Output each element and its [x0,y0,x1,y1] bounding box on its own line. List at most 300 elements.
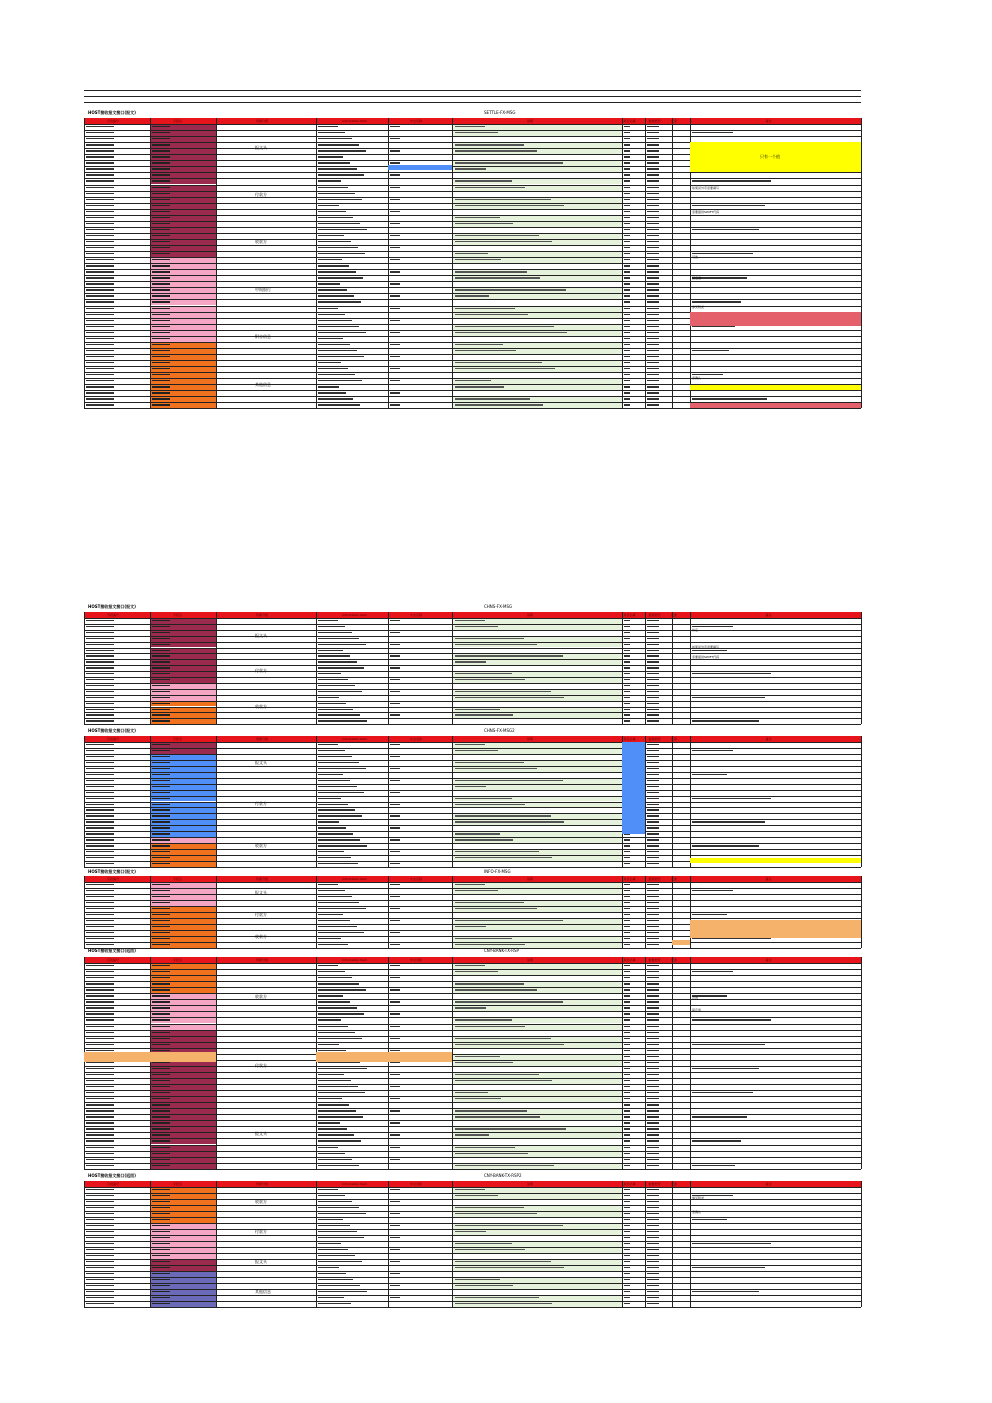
grid-line [150,612,151,724]
field-code-text [86,661,114,662]
field-name-text [152,989,170,990]
field-name-text [152,295,170,296]
field-name-text [152,896,170,897]
field-name-text [152,1297,170,1298]
grid-line [84,882,861,883]
desc-text [455,786,486,787]
field-name-text [152,815,170,816]
required-text [624,132,630,133]
field-code-text [86,1303,114,1304]
info-item-text [318,368,348,369]
required-text [624,326,630,327]
field-name-text [152,744,170,745]
type-text [647,1159,659,1160]
header-label: 长度 [671,119,678,123]
info-item-text [318,845,367,846]
field-code-text [86,277,114,278]
field-code-text [86,1098,114,1099]
cn-name-text [390,199,400,200]
grid-line [84,1277,861,1278]
grid-line [84,760,861,761]
grid-line [84,233,861,234]
remark-text [692,626,733,627]
info-item-text [318,1074,344,1075]
info-item-text [318,638,359,639]
remark-text [692,1044,765,1045]
info-item-text [318,667,364,668]
field-name-text [152,1098,170,1099]
grid-line [84,1253,861,1254]
grid-line [84,867,861,868]
type-text [647,804,659,805]
grid-line [622,1181,623,1307]
field-name-text [152,368,170,369]
info-item-text [318,1013,364,1014]
desc-text [455,1213,537,1214]
header-label: 字段名 [173,737,183,741]
field-name-text [152,1207,170,1208]
grid-line [388,1181,389,1307]
grid-line [84,1223,861,1224]
type-text [647,223,659,224]
grid-line [84,330,861,331]
field-name-text [152,1189,170,1190]
field-code-text [86,217,114,218]
type-text [647,162,659,163]
header-label: 数据类型 [648,877,661,881]
type-text [647,995,659,996]
group-label: 报文头 [255,632,267,638]
field-code-text [86,1243,114,1244]
required-text [624,1013,630,1014]
group-label: 其他信息 [255,381,271,387]
grid-line [672,118,673,408]
cn-name-text [390,174,400,175]
header-label: 备注 [765,1182,772,1186]
field-code-text [86,620,114,621]
desc-text [455,162,563,163]
desc-text [455,1007,486,1008]
grid-line [84,642,861,643]
required-text [624,638,630,639]
cn-name-text [390,1110,400,1111]
desc-text [455,798,512,799]
type-text [647,247,659,248]
field-code-text [86,301,114,302]
info-item-text [318,938,341,939]
info-item-text [318,914,343,915]
field-name-text [152,1092,170,1093]
required-text [624,247,630,248]
type-text [647,896,659,897]
grid-line [388,612,389,724]
desc-text [455,223,513,224]
group-label: 付款方 [255,1062,267,1068]
field-name-text [152,374,170,375]
type-text [647,632,659,633]
grid-line [84,1241,861,1242]
required-text [624,332,630,333]
field-code-text [86,392,114,393]
required-text [624,932,630,933]
type-text [647,326,659,327]
required-text [624,265,630,266]
header-label: 数据类型 [648,737,661,741]
field-name-text [152,1201,170,1202]
field-name-text [152,199,170,200]
type-text [647,926,659,927]
field-name-text [152,301,170,302]
info-item-text [318,780,350,781]
field-code-text [86,187,114,188]
grid-line [84,1145,861,1146]
info-item-text [318,1050,346,1051]
desc-text [455,638,524,639]
header-label: 长度 [671,737,678,741]
field-code-text [86,386,114,387]
cn-name-text [390,932,400,933]
info-item-text [318,673,341,674]
field-code-text [86,1080,114,1081]
grid-line [316,1181,317,1307]
field-code-text [86,703,114,704]
remark-text [692,205,765,206]
field-name-text [152,356,170,357]
desc-text [455,1038,551,1039]
info-item-text [318,1249,348,1250]
required-text [624,283,630,284]
type-text [647,827,659,828]
field-code-text [86,989,114,990]
info-item-text [318,283,340,284]
desc-text [455,1001,563,1002]
info-item-text [318,253,365,254]
desc-text [455,1261,551,1262]
type-text [647,241,659,242]
required-text [624,655,630,656]
info-item-text [318,386,339,387]
field-name-text [152,926,170,927]
field-name-text [152,839,170,840]
cn-name-text [390,380,400,381]
type-text [647,1044,659,1045]
required-text [624,983,630,984]
type-text [647,138,659,139]
required-text [624,1086,630,1087]
grid-line [316,118,317,408]
desc-text [455,205,564,206]
remark-text [692,938,771,939]
header-label: 字段编号 [107,958,120,962]
field-name-text [152,338,170,339]
required-text [624,205,630,206]
field-name-text [152,971,170,972]
type-text [647,1303,659,1304]
type-text [647,150,659,151]
desc-text [455,626,498,627]
info-item-text [318,362,341,363]
grid-line [84,855,861,856]
type-text [647,1285,659,1286]
field-code-text [86,965,114,966]
field-name-text [152,1001,170,1002]
grid-line [622,118,623,408]
grid-line [84,197,861,198]
desc-text [455,620,485,621]
required-text [624,965,630,966]
remark-note: 固定值 [692,1008,702,1012]
group-label: 其他信息 [255,1289,271,1294]
required-text [624,685,630,686]
grid-line [84,203,861,204]
grid-line [645,1181,646,1307]
remark-text [692,821,765,822]
info-item-text [318,1213,366,1214]
cn-name-text [390,1189,400,1190]
required-text [624,1279,630,1280]
group-label: 收款方 [255,843,267,849]
grid-line [84,918,861,919]
field-name-text [152,187,170,188]
field-code-text [86,265,114,266]
remark-note: 如果是外币需要填写 [692,186,720,190]
info-item-text [318,344,350,345]
field-code-text [86,374,114,375]
info-item-text [318,180,341,181]
type-text [647,1104,659,1105]
info-item-text [318,750,345,751]
grid-line [84,659,861,660]
yellow-note-strip [690,385,861,390]
grid-line [388,876,389,948]
info-item-text [318,821,339,822]
field-name-text [152,685,170,686]
desc-text [455,661,486,662]
info-item-text [318,308,338,309]
info-item-text [318,703,346,704]
info-item-text [318,1225,350,1226]
grid-line [84,1289,861,1290]
grid-line [645,118,646,408]
desc-text [455,1279,500,1280]
grid-line [84,275,861,276]
required-text [624,1261,630,1262]
field-code-text [86,174,114,175]
field-code-text [86,314,114,315]
field-name-text [152,398,170,399]
desc-text [455,217,500,218]
field-code-text [86,679,114,680]
grid-line [84,837,861,838]
cn-name-text [390,851,400,852]
info-item-text [318,199,362,200]
grid-line [672,957,673,1169]
remark-note: 需要提供SWIFT代码 [692,210,720,214]
info-item-text [318,1279,353,1280]
required-text [624,144,630,145]
required-text [624,839,630,840]
info-item-text [318,247,358,248]
info-item-text [318,404,360,405]
required-text [624,320,630,321]
field-code-text [86,1050,114,1051]
field-name-text [152,1068,170,1069]
cn-name-text [390,815,400,816]
type-text [647,301,659,302]
info-item-text [318,1231,357,1232]
desc-text [455,839,513,840]
required-text [624,308,630,309]
field-name-text [152,703,170,704]
group-label: 收款方 [255,994,267,1000]
field-code-text [86,1001,114,1002]
field-code-text [86,1291,114,1292]
info-item-text [318,380,362,381]
required-text [624,1159,630,1160]
type-text [647,229,659,230]
desc-text [455,344,503,345]
cn-name-text [390,679,400,680]
grid-line [84,957,85,1169]
remark-text [692,890,733,891]
cn-name-text [390,247,400,248]
required-text [624,1165,630,1166]
desc-text [455,750,498,751]
desc-text [455,815,551,816]
type-text [647,786,659,787]
grid-line [84,1108,861,1109]
grid-line [84,888,861,889]
info-item-text [318,1122,340,1123]
type-text [647,350,659,351]
info-item-text [318,792,364,793]
header-label: Information Item [342,119,368,123]
grid-line [84,1199,861,1200]
grid-line [84,636,861,637]
info-item-text [318,995,343,996]
field-name-text [152,857,170,858]
info-item-text [318,1153,345,1154]
note-text: 只有一个值 [760,154,780,159]
info-item-text [318,338,343,339]
header-label: 字段编号 [107,737,120,741]
cn-name-text [390,392,400,393]
cn-name-text [390,965,400,966]
header-label: 中文名称 [410,613,423,617]
header-label: 长度 [671,958,678,962]
cn-name-text [390,1122,400,1123]
field-name-text [152,1165,170,1166]
type-text [647,691,659,692]
desc-text [455,890,498,891]
field-code-text [86,1104,114,1105]
type-text [647,944,659,945]
info-item-text [318,908,366,909]
field-name-text [152,1026,170,1027]
cn-name-text [390,744,400,745]
field-code-text [86,1032,114,1033]
grid-line [84,790,861,791]
info-item-text [318,809,355,810]
grid-line [84,1181,85,1307]
required-text [624,1189,630,1190]
field-code-text [86,932,114,933]
field-name-text [152,1074,170,1075]
desc-text [455,253,488,254]
field-code-text [86,380,114,381]
required-text [624,1080,630,1081]
type-text [647,914,659,915]
cn-name-text [390,989,400,990]
type-text [647,1007,659,1008]
field-code-text [86,223,114,224]
field-code-text [86,1110,114,1111]
field-code-text [86,926,114,927]
header-label: 中文名称 [410,1182,423,1186]
info-item-text [318,804,348,805]
field-code-text [86,685,114,686]
field-name-text [152,1086,170,1087]
required-text [624,162,630,163]
header-label: 是否必填 [623,877,636,881]
required-text [624,714,630,715]
section-code: CHNS-FX-MSG2 [484,728,515,733]
field-code-text [86,144,114,145]
required-text [624,1038,630,1039]
type-text [647,1153,659,1154]
field-name-text [152,211,170,212]
info-item-text [318,1032,355,1033]
grid-line [84,336,861,337]
field-name-text [152,1050,170,1051]
info-item-text [318,714,360,715]
desc-text [455,851,539,852]
field-code-text [86,1273,114,1274]
cn-name-text [390,863,400,864]
field-name-text [152,326,170,327]
remark-text [692,1291,759,1292]
type-text [647,320,659,321]
field-code-text [86,833,114,834]
field-name-text [152,679,170,680]
remark-note: 需确认 [692,1210,702,1214]
grid-line [84,802,861,803]
grid-line [84,665,861,666]
required-text [624,374,630,375]
desc-text [455,920,563,921]
info-item-text [318,217,353,218]
grid-line [84,1132,861,1133]
type-text [647,1231,659,1232]
type-text [647,1038,659,1039]
remark-text [692,229,759,230]
required-text [624,1134,630,1135]
grid-line [84,390,861,391]
grid-line [84,772,861,773]
info-item-text [318,271,356,272]
header-label: 字段名 [173,958,183,962]
field-name-text [152,768,170,769]
info-item-text [318,884,338,885]
remark-text [692,774,727,775]
type-text [647,144,659,145]
info-item-text [318,926,357,927]
cn-name-text [390,223,400,224]
grid-line [84,975,861,976]
grid-line [84,778,861,779]
cn-name-text [390,1038,400,1039]
field-code-text [86,1038,114,1039]
